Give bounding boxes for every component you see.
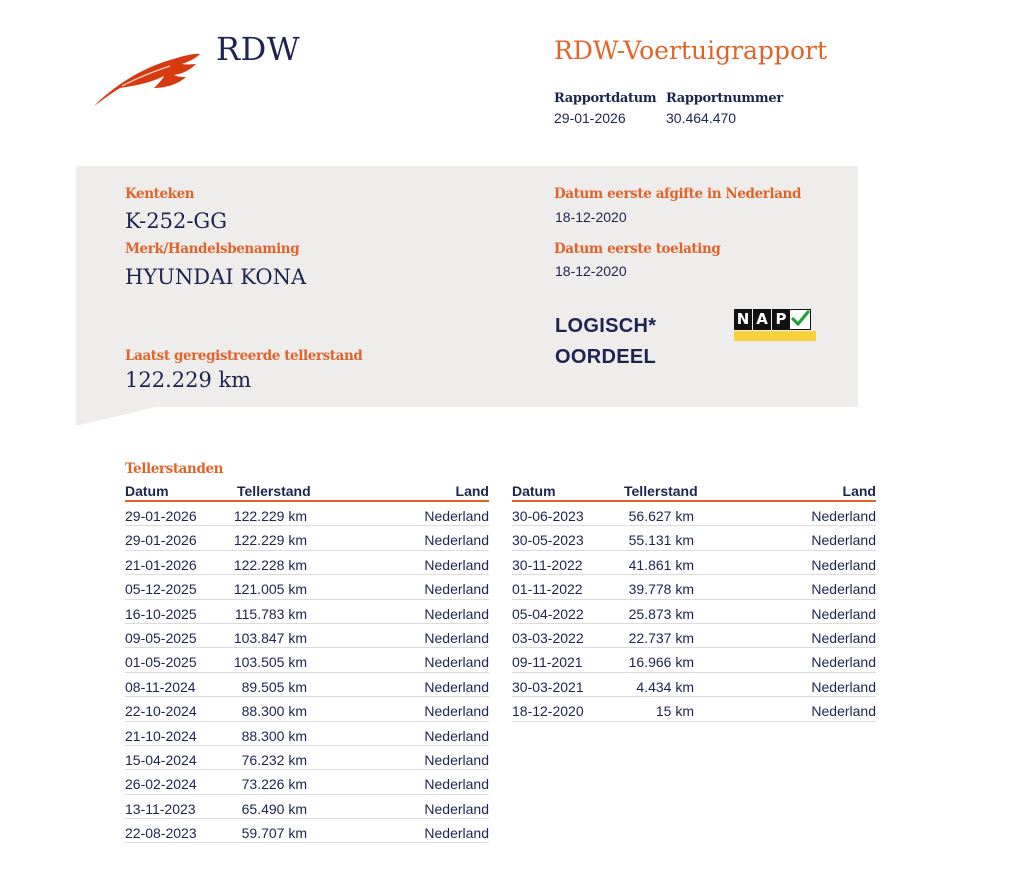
table-header bbox=[512, 483, 876, 502]
table-row bbox=[512, 600, 876, 624]
row-datum: 26-02-2024 bbox=[125, 776, 197, 793]
table-row bbox=[125, 648, 489, 672]
tellerstanden-title: Tellerstanden bbox=[125, 461, 224, 477]
teller-label: Laatst geregistreerde tellerstand bbox=[125, 348, 363, 364]
table-row bbox=[512, 624, 876, 648]
col-land: Land bbox=[842, 483, 876, 499]
teller-value: 122.229 km bbox=[125, 368, 252, 392]
table-row bbox=[512, 551, 876, 575]
row-land: Nederland bbox=[424, 532, 489, 549]
row-land: Nederland bbox=[424, 508, 489, 524]
row-tellerstand: 15 km bbox=[655, 703, 694, 720]
row-land: Nederland bbox=[424, 629, 489, 646]
row-tellerstand: 65.490 km bbox=[241, 800, 307, 817]
row-land: Nederland bbox=[424, 727, 489, 744]
table-row bbox=[125, 722, 489, 746]
table-row bbox=[125, 624, 489, 648]
row-datum: 03-03-2022 bbox=[512, 629, 584, 646]
row-land: Nederland bbox=[811, 605, 876, 622]
row-land: Nederland bbox=[811, 703, 876, 720]
nap-yellow-bar bbox=[734, 331, 816, 341]
row-land: Nederland bbox=[424, 556, 489, 573]
row-datum: 08-11-2024 bbox=[125, 678, 196, 695]
table-row bbox=[125, 526, 489, 550]
row-land: Nederland bbox=[811, 556, 876, 573]
row-land: Nederland bbox=[424, 751, 489, 768]
row-tellerstand: 41.861 km bbox=[628, 556, 694, 573]
row-tellerstand: 73.226 km bbox=[241, 776, 307, 793]
col-land: Land bbox=[455, 483, 489, 499]
logo-text: RDW bbox=[216, 30, 301, 68]
row-datum: 15-04-2024 bbox=[125, 751, 197, 768]
table-header bbox=[125, 483, 489, 502]
row-tellerstand: 16.966 km bbox=[628, 654, 694, 671]
row-datum: 22-08-2023 bbox=[125, 825, 197, 842]
row-datum: 18-12-2020 bbox=[512, 703, 584, 720]
kenteken-value: K-252-GG bbox=[125, 209, 227, 233]
row-datum: 29-01-2026 bbox=[125, 532, 197, 549]
row-land: Nederland bbox=[424, 776, 489, 793]
table-row bbox=[512, 673, 876, 697]
table-row bbox=[512, 648, 876, 672]
row-tellerstand: 103.847 km bbox=[233, 629, 307, 646]
afgifte-label: Datum eerste afgifte in Nederland bbox=[554, 186, 802, 202]
row-tellerstand: 122.229 km bbox=[233, 532, 307, 549]
tellerstanden-table-left bbox=[125, 483, 489, 843]
row-datum: 01-05-2025 bbox=[125, 654, 197, 671]
toelating-value: 18-12-2020 bbox=[555, 263, 627, 279]
table-body bbox=[125, 502, 489, 843]
table-row bbox=[125, 600, 489, 624]
table-body bbox=[512, 502, 876, 722]
col-datum: Datum bbox=[512, 483, 556, 499]
row-tellerstand: 121.005 km bbox=[233, 581, 307, 598]
checkmark-icon bbox=[789, 309, 811, 330]
table-row bbox=[125, 746, 489, 770]
col-datum: Datum bbox=[125, 483, 169, 499]
row-datum: 16-10-2025 bbox=[125, 605, 197, 622]
row-land: Nederland bbox=[424, 678, 489, 695]
row-datum: 05-12-2025 bbox=[125, 581, 197, 598]
nap-letter-a: A bbox=[753, 309, 771, 330]
row-tellerstand: 115.783 km bbox=[234, 605, 307, 622]
row-datum: 22-10-2024 bbox=[125, 703, 197, 720]
row-tellerstand: 39.778 km bbox=[628, 581, 694, 598]
row-land: Nederland bbox=[811, 581, 876, 598]
row-tellerstand: 22.737 km bbox=[628, 629, 694, 646]
toelating-label: Datum eerste toelating bbox=[554, 241, 721, 257]
row-datum: 09-11-2021 bbox=[512, 654, 583, 671]
nap-letter-n: N bbox=[734, 309, 752, 330]
row-land: Nederland bbox=[424, 825, 489, 842]
row-tellerstand: 55.131 km bbox=[628, 532, 694, 549]
row-land: Nederland bbox=[811, 678, 876, 695]
row-land: Nederland bbox=[424, 581, 489, 598]
row-datum: 01-11-2022 bbox=[512, 581, 583, 598]
row-land: Nederland bbox=[424, 703, 489, 720]
table-row bbox=[125, 770, 489, 794]
rapportnummer-value: 30.464.470 bbox=[666, 110, 737, 126]
row-land: Nederland bbox=[811, 532, 876, 549]
row-datum: 30-05-2023 bbox=[512, 532, 584, 549]
table-row bbox=[125, 502, 489, 526]
row-datum: 13-11-2023 bbox=[125, 800, 196, 817]
row-tellerstand: 56.627 km bbox=[628, 508, 694, 524]
col-tellerstand: Tellerstand bbox=[237, 483, 311, 499]
table-row bbox=[512, 526, 876, 550]
table-row bbox=[125, 819, 489, 843]
row-tellerstand: 122.228 km bbox=[233, 556, 307, 573]
row-tellerstand: 89.505 km bbox=[241, 678, 307, 695]
table-row bbox=[125, 551, 489, 575]
row-datum: 21-01-2026 bbox=[125, 556, 197, 573]
merk-label: Merk/Handelsbenaming bbox=[125, 241, 300, 257]
rapportnummer-label: Rapportnummer bbox=[666, 91, 783, 106]
table-row bbox=[512, 502, 876, 526]
report-title: RDW-Voertuigrapport bbox=[554, 36, 827, 65]
row-tellerstand: 25.873 km bbox=[628, 605, 694, 622]
row-land: Nederland bbox=[811, 654, 876, 671]
row-datum: 30-06-2023 bbox=[512, 508, 584, 524]
table-row bbox=[125, 697, 489, 721]
row-tellerstand: 122.229 km bbox=[233, 508, 307, 524]
table-row bbox=[125, 673, 489, 697]
afgifte-value: 18-12-2020 bbox=[555, 209, 627, 225]
table-row bbox=[125, 575, 489, 599]
row-datum: 30-11-2022 bbox=[512, 556, 583, 573]
oordeel-line1: LOGISCH* bbox=[555, 315, 657, 337]
row-datum: 30-03-2021 bbox=[512, 678, 584, 695]
row-datum: 09-05-2025 bbox=[125, 629, 197, 646]
row-datum: 29-01-2026 bbox=[125, 508, 197, 524]
row-land: Nederland bbox=[811, 508, 876, 524]
row-tellerstand: 76.232 km bbox=[241, 751, 307, 768]
row-tellerstand: 103.505 km bbox=[233, 654, 307, 671]
panel-tail bbox=[76, 407, 156, 426]
row-tellerstand: 59.707 km bbox=[241, 825, 307, 842]
table-row bbox=[512, 575, 876, 599]
row-land: Nederland bbox=[424, 800, 489, 817]
row-tellerstand: 88.300 km bbox=[241, 703, 307, 720]
tellerstanden-table-right bbox=[512, 483, 876, 722]
oordeel-line2: OORDEEL bbox=[555, 346, 656, 368]
merk-value: HYUNDAI KONA bbox=[125, 265, 307, 289]
rapportdatum-value: 29-01-2026 bbox=[554, 110, 626, 126]
row-land: Nederland bbox=[811, 629, 876, 646]
row-land: Nederland bbox=[424, 605, 489, 622]
row-tellerstand: 88.300 km bbox=[241, 727, 307, 744]
nap-letter-p: P bbox=[772, 309, 790, 330]
nap-badge bbox=[734, 309, 816, 341]
row-land: Nederland bbox=[424, 654, 489, 671]
table-row bbox=[512, 697, 876, 721]
rdw-logo-icon bbox=[92, 48, 202, 108]
row-datum: 05-04-2022 bbox=[512, 605, 584, 622]
col-tellerstand: Tellerstand bbox=[624, 483, 698, 499]
row-datum: 21-10-2024 bbox=[125, 727, 197, 744]
rapportdatum-label: Rapportdatum bbox=[554, 91, 657, 106]
kenteken-label: Kenteken bbox=[125, 186, 195, 202]
table-row bbox=[125, 795, 489, 819]
row-tellerstand: 4.434 km bbox=[636, 678, 694, 695]
